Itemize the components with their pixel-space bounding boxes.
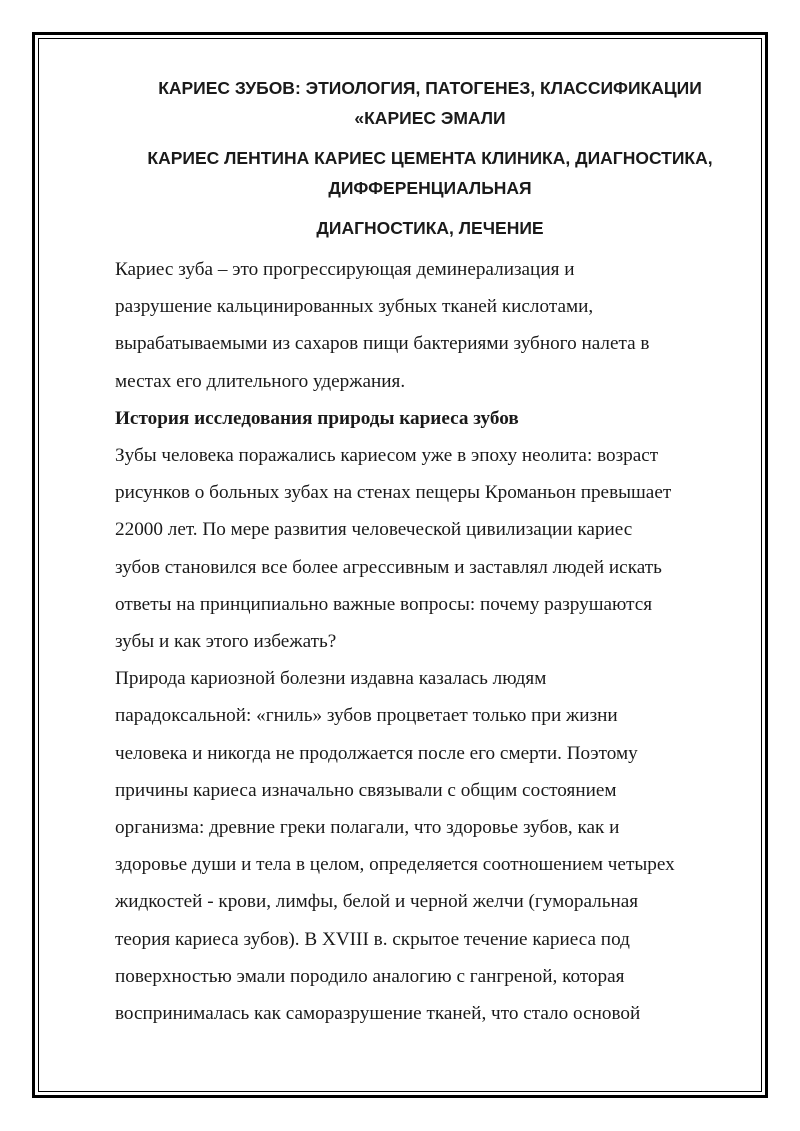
text-line: Природа кариозной болезни издавна казалась людям	[115, 668, 547, 690]
text-line: местах его длительного удержания.	[115, 370, 406, 392]
text-line: разрушение кальцинированных зубных тканей кислотами,	[115, 296, 594, 318]
document-content	[115, 73, 745, 1032]
heading-line: «КАРИЕС ЭМАЛИ	[354, 108, 506, 128]
heading-line: ДИАГНОСТИКА, ЛЕЧЕНИЕ	[316, 218, 544, 238]
text-line: здоровье души и тела в целом, определяется соотношением четырех	[115, 854, 675, 876]
section-title-text: История исследования природы кариеса зубов	[115, 407, 519, 429]
paragraph-definition	[115, 251, 745, 400]
text-line: вырабатываемыми из сахаров пищи бактериями зубного налета в	[115, 333, 650, 355]
heading-line: КАРИЕС ЗУБОВ: ЭТИОЛОГИЯ, ПАТОГЕНЕЗ, КЛАССИФИКАЦИИ	[158, 78, 702, 98]
paragraph-history	[115, 437, 745, 660]
section-title	[115, 400, 745, 437]
text-line: жидкостей - крови, лимфы, белой и черной желчи (гуморальная	[115, 891, 639, 913]
text-line: 22000 лет. По мере развития человеческой цивилизации кариес	[115, 519, 633, 541]
text-line: причины кариеса изначально связывали с общим состоянием	[115, 779, 617, 801]
heading-line: КАРИЕС ЛЕНТИНА КАРИЕС ЦЕМЕНТА КЛИНИКА, ДИАГНОСТИКА,	[147, 148, 713, 168]
title-heading	[115, 73, 745, 133]
text-line: организма: древние греки полагали, что здоровье зубов, как и	[115, 817, 620, 839]
text-line: ответы на принципиально важные вопросы: почему разрушаются	[115, 593, 653, 615]
text-line: человека и никогда не продолжается после его смерти. Поэтому	[115, 742, 638, 764]
text-line: парадоксальной: «гниль» зубов процветает только при жизни	[115, 705, 618, 727]
subtitle-heading-continued	[115, 213, 745, 243]
text-line: рисунков о больных зубах на стенах пещеры Кроманьон превышает	[115, 482, 672, 504]
text-line: Кариес зуба – это прогрессирующая деминерализация и	[115, 259, 575, 280]
text-line: воспринималась как саморазрушение тканей, что стало основой	[115, 1003, 641, 1025]
paragraph-nature	[115, 660, 745, 1032]
subtitle-heading	[115, 143, 745, 203]
text-line: Зубы человека поражались кариесом уже в эпоху неолита: возраст	[115, 445, 659, 467]
text-line: зубы и как этого избежать?	[115, 631, 337, 653]
text-line: теория кариеса зубов). В XVIII в. скрытое течение кариеса под	[115, 928, 630, 950]
text-line: зубов становился все более агрессивным и заставлял людей искать	[115, 556, 662, 578]
heading-line: ДИФФЕРЕНЦИАЛЬНАЯ	[328, 178, 532, 198]
text-line: поверхностью эмали породило аналогию с гангреной, которая	[115, 965, 625, 987]
